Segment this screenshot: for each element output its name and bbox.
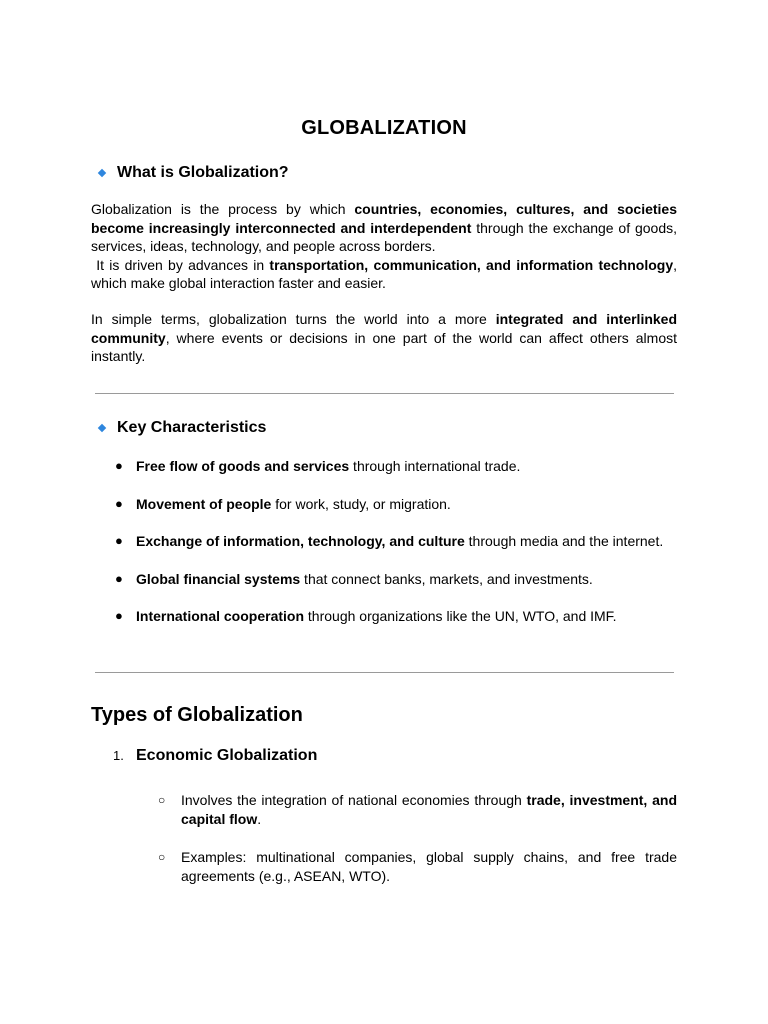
sub-list-text [181, 848, 677, 885]
section-heading-key-characteristics [97, 419, 266, 437]
text-run: for work, study, or migration. [271, 495, 451, 512]
paragraph-simple-terms [91, 310, 677, 366]
bullet-icon: ● [115, 495, 123, 511]
bold-run: integrated and interlinked community [91, 311, 678, 346]
bold-run: Global financial systems [136, 570, 301, 587]
diamond-bullet-icon [98, 424, 106, 432]
sub-list-item [158, 791, 677, 828]
text-run: Globalization is the process by which [91, 201, 355, 217]
diamond-bullet-icon [98, 169, 106, 177]
text-run: , where events or decisions in one part of the world can affect others almost instantly. [91, 329, 677, 364]
sub-list-item [158, 848, 677, 885]
bold-run: International cooperation [136, 608, 305, 624]
divider [95, 672, 674, 673]
page-title: GLOBALIZATION [301, 117, 467, 139]
section-heading-types: Types of Globalization [91, 704, 303, 726]
section-heading-text: Key Characteristics [117, 419, 267, 436]
bullet-icon: ● [115, 458, 123, 473]
text-run: through media and the internet. [464, 533, 664, 549]
bullet-icon: ● [115, 608, 123, 623]
text-run: through the exchange of goods, services, ideas, technology, and people across borders. [91, 219, 677, 254]
section-heading-what-is [97, 164, 289, 182]
text-run: Examples: multinational companies, global supply chains, and free trade agreements (e.g., ASEAN, WTO). [181, 849, 677, 884]
circle-bullet-icon: ○ [158, 850, 166, 864]
text-run: In simple terms, globalization turns the world into a more [91, 311, 496, 327]
numbered-item-label: Economic Globalization [136, 747, 318, 764]
list-number: 1. [113, 748, 124, 763]
list-item [113, 457, 673, 495]
list-item [113, 570, 673, 608]
characteristics-list [113, 457, 673, 645]
divider [95, 393, 674, 394]
sub-list-text [181, 791, 677, 828]
bold-run: transportation, communication, and information technology [269, 256, 674, 273]
text-run: It is driven by advances in [91, 256, 270, 273]
bold-run: Exchange of information, technology, and culture [136, 533, 465, 549]
bold-run: countries, economies, cultures, and societies become increasingly interconnected and interdependent [91, 201, 678, 236]
text-run: through organizations like the UN, WTO, and IMF. [304, 608, 617, 624]
section-heading-text: What is Globalization? [117, 164, 289, 181]
bullet-icon: ● [115, 570, 123, 586]
text-run: Involves the integration of national economies through [181, 792, 527, 808]
text-run: , which make global interaction faster and easier. [91, 256, 678, 291]
numbered-item-economic [113, 747, 317, 765]
list-item [113, 495, 673, 533]
list-item [113, 532, 673, 570]
text-run: that connect banks, markets, and investments. [300, 570, 593, 587]
text-run: through international trade. [349, 458, 521, 474]
bold-run: Movement of people [136, 495, 272, 512]
text-run: . [257, 810, 262, 827]
circle-bullet-icon: ○ [158, 793, 166, 807]
bold-run: Free flow of goods and services [136, 458, 350, 474]
paragraph-definition [91, 200, 677, 293]
bullet-icon: ● [115, 533, 123, 548]
list-item [113, 607, 673, 645]
bold-run: trade, investment, and capital flow [181, 792, 677, 827]
